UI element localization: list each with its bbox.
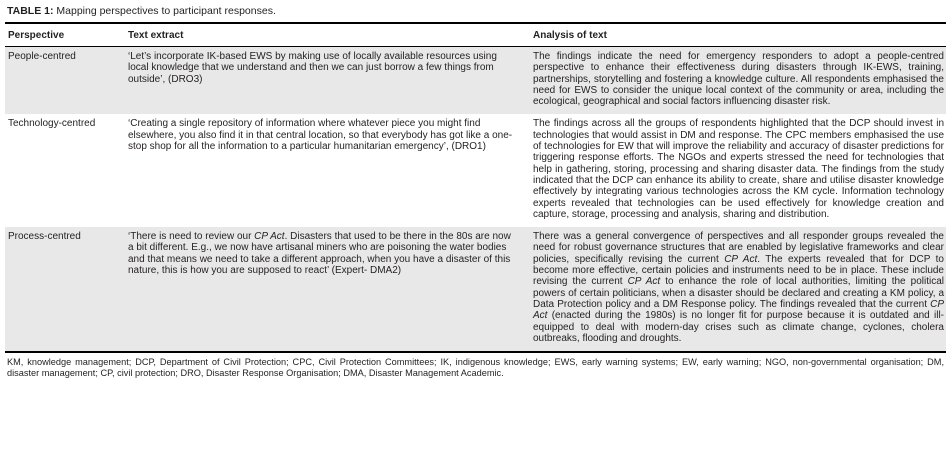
analysis-cell: There was a general convergence of perspectives and all responder groups revealed the need for robust governance structures that are enabled by legislative frameworks and clear policies, specifically revising the current CP Act. The experts revealed that for DCP to become more effective, certain policies and instruments need to be in place. These include revising the current CP Act to enhance the role of local authorities, limiting the political powers of certain politicians, when a disaster should be declared and creating a KM policy, a Data Protection policy and a DM Response policy. The findings revealed that the current CP Act (enacted during the 1980s) is no longer fit for purpose because it is outdated and ill-equipped to deal with modern-day crises such as climate change, cyclones, cholera outbreaks, flooding and droughts.	[533, 231, 944, 344]
text-extract-cell: ‘Creating a single repository of information where whatever piece you might find elsewhere, you also find it in that central location, so that everybody has got like a one-stop shop for all the information to a particular humanitarian emergency’, (DRO1)	[128, 118, 513, 153]
table-title	[5, 2, 946, 22]
column-header-analysis: Analysis of text	[533, 30, 607, 41]
column-header-perspective: Perspective	[8, 30, 65, 41]
text-extract-cell: ‘Let’s incorporate IK-based EWS by making use of locally available resources using local knowledge that we understand and then we can just borrow a few things from outside’, (DRO3)	[128, 51, 497, 85]
table-caption: Mapping perspectives to participant responses.	[53, 5, 276, 17]
analysis-cell: The findings across all the groups of respondents highlighted that the DCP should invest in technologies that would assist in DM and response. The CPC members emphasised the use of technologies for EW that will improve the reliability and accuracy of disaster predictions for triggering response efforts. The NGOs and experts stressed the need for technologies that help in gathering, storing, processing and sharing disaster data. The findings from the study indicated that the DCP can enhance its ability to create, share and utilise disaster knowledge effectively by integrating various technologies across the KM cycle. Information technology experts revealed that technologies can be used effectively for knowledge creation and capture, storage, processing and analysis, sharing and distribution.	[533, 118, 944, 220]
table-header-row	[5, 24, 946, 46]
table-row-technology-centred	[5, 114, 946, 227]
analysis-cell: The findings indicate the need for emergency responders to adopt a people-centred perspective to enhance their effectiveness during disasters through IK-EWS, training, partnerships, storytelling and fostering a knowledge culture. All respondents emphasised the need for EWS to consider the unique local context of the community or area, including the ecological, geographical and social factors influencing disaster risk.	[533, 51, 944, 108]
text-extract-cell: ‘There is need to review our CP Act. Disasters that used to be there in the 80s are now a bit different. E.g., we now have artisanal miners who are poisoning the water bodies and that means we need to take a different approach, when you have a disaster of this nature, this is how you are supposed to react’ (Expert- DMA2)	[128, 231, 511, 277]
perspective-cell: People-centred	[8, 51, 76, 62]
table-row-people-centred	[5, 47, 946, 114]
table-footnote: KM, knowledge management; DCP, Department of Civil Protection; CPC, Civil Protection Committees; IK, indigenous knowledge; EWS, early warning systems; EW, early warning; NGO, non-governmental organisation; DM, disaster management; CP, civil protection; DRO, Disaster Response Organisation; DMA, Disaster Management Academic.	[7, 357, 944, 379]
perspective-cell: Technology-centred	[8, 118, 96, 130]
column-header-text-extract: Text extract	[128, 30, 184, 41]
table-number-label: TABLE 1:	[7, 5, 54, 17]
table-row-process-centred	[5, 227, 946, 351]
perspective-cell: Process-centred	[8, 231, 81, 243]
